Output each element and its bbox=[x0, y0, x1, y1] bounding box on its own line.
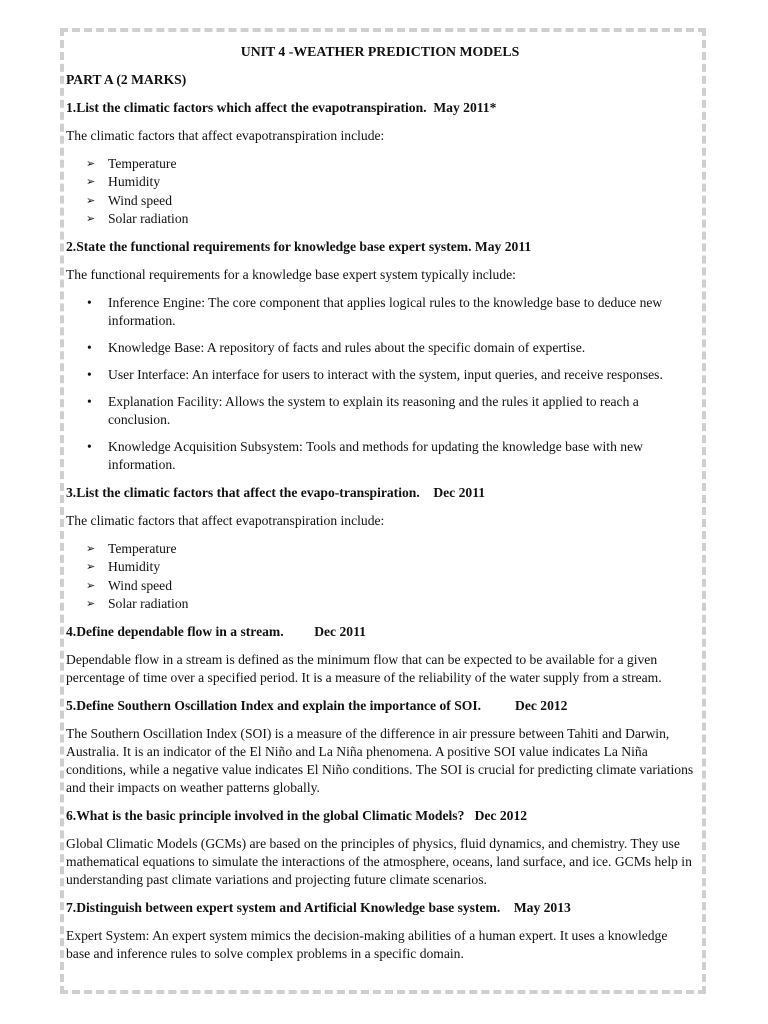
dot-bullet-icon: • bbox=[87, 340, 92, 356]
arrow-bullet-icon: ➢ bbox=[86, 561, 96, 574]
list-item-text: Humidity bbox=[108, 174, 161, 190]
question-2-list bbox=[66, 294, 694, 474]
arrow-bullet-icon: ➢ bbox=[86, 543, 96, 556]
question-3-intro: The climatic factors that affect evapotranspiration include: bbox=[66, 513, 385, 529]
list-item bbox=[66, 155, 694, 173]
list-item-text: Wind speed bbox=[108, 192, 173, 208]
question-1-list bbox=[66, 155, 694, 228]
list-item-text: Temperature bbox=[108, 156, 177, 171]
list-item bbox=[66, 210, 694, 228]
arrow-bullet-icon: ➢ bbox=[86, 598, 96, 611]
list-item-text: Humidity bbox=[108, 559, 161, 575]
list-item-text: Explanation Facility: Allows the system to explain its reasoning and the rules it applied to reach a conclusion. bbox=[108, 394, 639, 428]
question-7-answer: Expert System: An expert system mimics the decision-making abilities of a human expert. It uses a knowledge base and inference rules to solve complex problems in a specific domain. bbox=[66, 928, 668, 962]
list-item bbox=[66, 173, 694, 191]
arrow-bullet-icon: ➢ bbox=[86, 579, 96, 592]
list-item bbox=[66, 595, 694, 613]
question-7-heading: 7.Distinguish between expert system and Artificial Knowledge base system. May 2013 bbox=[66, 900, 571, 916]
arrow-bullet-icon: ➢ bbox=[86, 194, 96, 207]
list-item-text: User Interface: An interface for users to interact with the system, input queries, and receive responses. bbox=[108, 367, 663, 383]
question-4-heading: 4.Define dependable flow in a stream. Dec 2011 bbox=[66, 624, 366, 640]
list-item bbox=[66, 366, 694, 384]
dot-bullet-icon: • bbox=[87, 367, 92, 383]
part-heading: PART A (2 MARKS) bbox=[66, 72, 187, 87]
list-item-text: Solar radiation bbox=[108, 596, 189, 612]
list-item bbox=[66, 339, 694, 357]
list-item-text: Knowledge Acquisition Subsystem: Tools and methods for updating the knowledge base with new information. bbox=[108, 439, 643, 473]
list-item bbox=[66, 577, 694, 595]
list-item bbox=[66, 393, 694, 429]
question-2-heading: 2.State the functional requirements for knowledge base expert system. May 2011 bbox=[66, 239, 532, 255]
list-item-text: Temperature bbox=[108, 541, 177, 557]
dot-bullet-icon: • bbox=[87, 394, 92, 410]
document-title: UNIT 4 -WEATHER PREDICTION MODELS bbox=[240, 44, 520, 59]
list-item bbox=[66, 540, 694, 558]
dot-bullet-icon: • bbox=[87, 295, 92, 311]
list-item-text: Inference Engine: The core component that applies logical rules to the knowledge base to deduce new information. bbox=[108, 295, 663, 329]
arrow-bullet-icon: ➢ bbox=[86, 212, 96, 225]
list-item bbox=[66, 438, 694, 474]
document-body bbox=[66, 43, 694, 973]
question-4-answer: Dependable flow in a stream is defined as the minimum flow that can be expected to be available for a given percentage of time over a specified period. It is a measure of the reliability of the water supply from a stream. bbox=[66, 652, 662, 686]
list-item bbox=[66, 294, 694, 330]
arrow-bullet-icon: ➢ bbox=[86, 176, 96, 189]
dot-bullet-icon: • bbox=[87, 439, 92, 455]
question-1-intro: The climatic factors that affect evapotranspiration include: bbox=[66, 128, 385, 143]
question-3-list bbox=[66, 540, 694, 613]
question-6-answer: Global Climatic Models (GCMs) are based on the principles of physics, fluid dynamics, and chemistry. They use mathematical equations to simulate the interactions of the atmosphere, oceans, land surface, and ice. GCMs help in understanding past climate variations and projecting future climate scenarios. bbox=[66, 836, 692, 888]
question-6-heading: 6.What is the basic principle involved in the global Climatic Models? Dec 2012 bbox=[66, 808, 528, 824]
list-item bbox=[66, 558, 694, 576]
list-item bbox=[66, 192, 694, 210]
question-1-heading: 1.List the climatic factors which affect the evapotranspiration. May 2011* bbox=[66, 100, 497, 115]
question-5-heading: 5.Define Southern Oscillation Index and explain the importance of SOI. Dec 2012 bbox=[66, 698, 568, 714]
question-5-answer: The Southern Oscillation Index (SOI) is a measure of the difference in air pressure between Tahiti and Darwin, Australia. It is an indicator of the El Niño and La Niña phenomena. A positive SOI value indicates La Niña conditions, while a negative value indicates El Niño conditions. The SOI is crucial for predicting climate variations and their impacts on weather patterns globally. bbox=[66, 726, 694, 796]
list-item-text: Wind speed bbox=[108, 577, 173, 593]
question-3-heading: 3.List the climatic factors that affect the evapo-transpiration. Dec 2011 bbox=[66, 485, 486, 501]
list-item-text: Knowledge Base: A repository of facts and rules about the specific domain of expertise. bbox=[108, 340, 586, 356]
arrow-bullet-icon: ➢ bbox=[86, 158, 96, 170]
list-item-text: Solar radiation bbox=[108, 210, 189, 226]
question-2-intro: The functional requirements for a knowledge base expert system typically include: bbox=[66, 267, 516, 283]
